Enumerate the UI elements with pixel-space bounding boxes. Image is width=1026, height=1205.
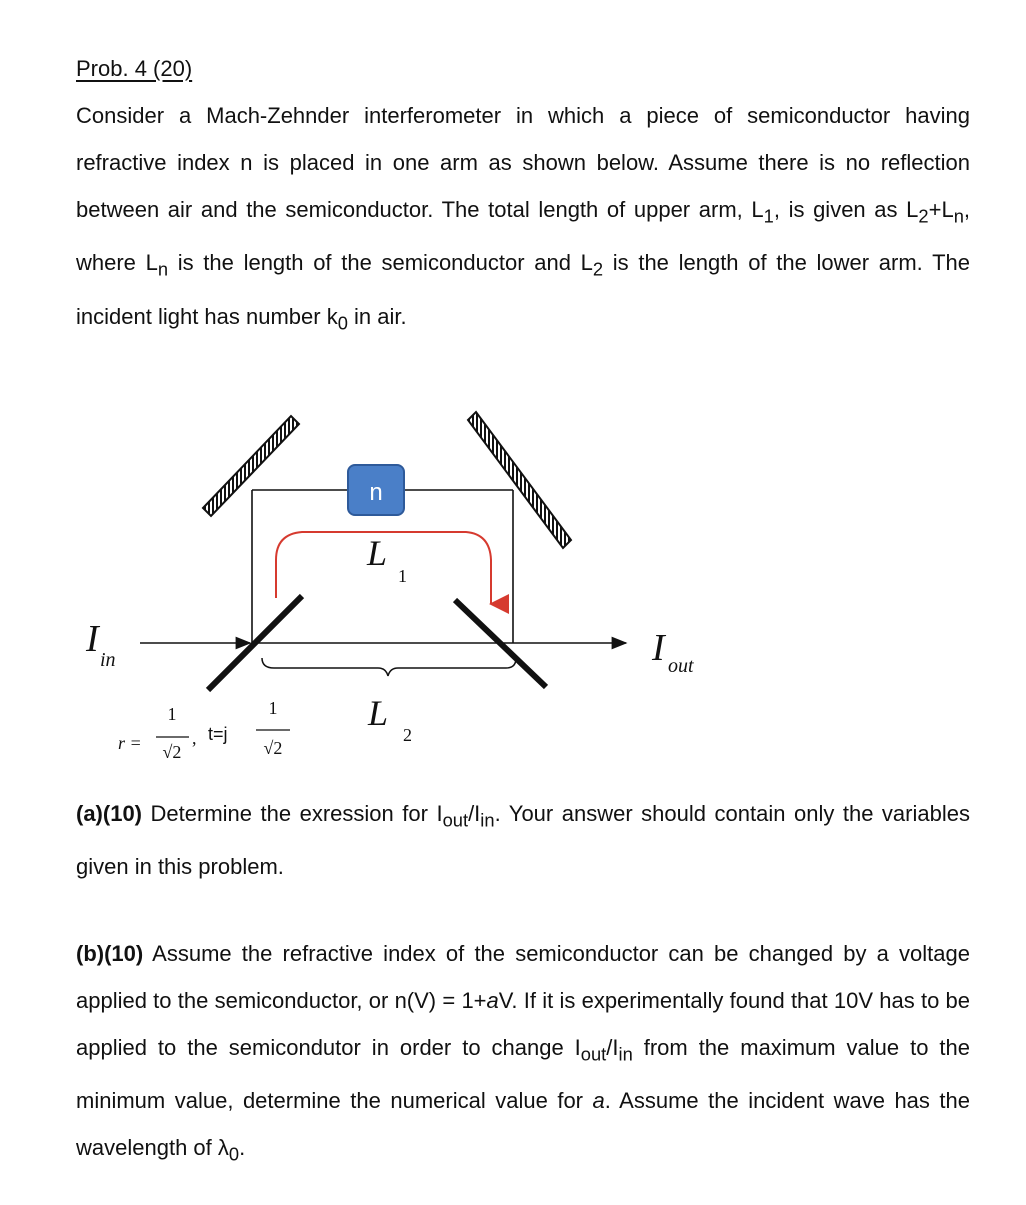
t-numerator: 1 bbox=[268, 698, 278, 718]
problem-title: Prob. 4 (20) bbox=[76, 56, 193, 81]
Iin-subscript: in bbox=[100, 649, 116, 671]
lower-arm-brace bbox=[262, 658, 516, 676]
part-a-question: (a)(10) Determine the exression for $I_{out}/I_{in}$. Your answer should contain only the variables given in this problem. bbox=[76, 801, 970, 880]
r-denominator: √2 bbox=[162, 742, 182, 762]
L2-label: L bbox=[368, 693, 389, 733]
L1-subscript: 1 bbox=[398, 566, 407, 586]
part-b-question: (b)(10) Assume the refractive index of the semiconductor can be changed by a voltage applied to the semiconductor, or n(V) = 1+aV. If it is experimentally found that 10V has to be applied to the semicondutor in order to change $I_{out}/I_{in}$ from the maximum value to the minimum value, determine the numerical value for a. Assume the incident wave has the wavelength of $\lambda_0$. bbox=[76, 941, 971, 1165]
r-label: r = bbox=[118, 733, 142, 753]
r-numerator: 1 bbox=[167, 704, 177, 724]
mirror-upper-right bbox=[468, 412, 571, 548]
semiconductor-label: n bbox=[369, 479, 383, 506]
Iout-label: I bbox=[652, 627, 665, 669]
mirror-upper-left bbox=[203, 416, 299, 516]
Iout-subscript: out bbox=[668, 655, 694, 677]
r-comma: , bbox=[192, 728, 197, 748]
L2-subscript: 2 bbox=[403, 725, 412, 745]
Iin-label: I bbox=[86, 618, 99, 660]
problem-intro: Consider a Mach-Zehnder interferometer in which a piece of semiconductor having refractive index n is placed in one arm as shown below. Assume there is no reflection between air and the semiconductor. The total length of upper arm, $L_1$, is given as $L_2+L_n$, where $L_n$ is the length of the semiconductor and $L_2$ is the length of the lower arm. The incident light has number $k_0$ in air. bbox=[76, 103, 971, 334]
t-label: t=j bbox=[208, 724, 228, 744]
L1-label: L bbox=[367, 533, 388, 573]
t-denominator: √2 bbox=[263, 738, 283, 758]
